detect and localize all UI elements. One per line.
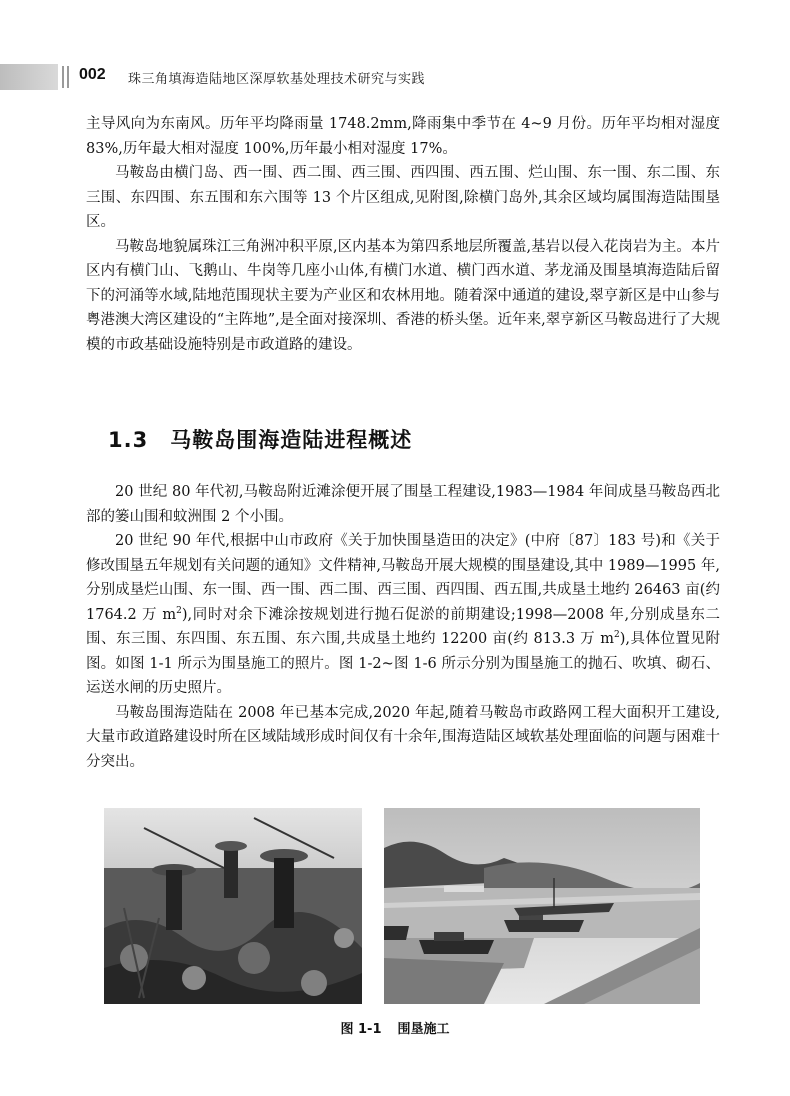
book-title: 珠三角填海造陆地区深厚软基处理技术研究与实践 xyxy=(128,71,426,86)
photo-boats-at-shore xyxy=(384,808,700,1004)
header-divider xyxy=(67,66,69,88)
section-heading xyxy=(108,424,412,454)
superscript: 2 xyxy=(614,630,620,641)
photo-workers-carrying-stones xyxy=(104,808,362,1004)
paragraph: 马鞍岛围海造陆在 2008 年已基本完成,2020 年起,随着马鞍岛市政路网工程大面积开工建设,大量市政道路建设时所在区域陆域形成时间仅有十余年,围海造陆区域软基处理面临的问题与困难十分突出。 xyxy=(86,704,720,770)
body-text-section xyxy=(86,480,720,774)
section-title: 马鞍岛围海造陆进程概述 xyxy=(170,428,413,452)
header-divider xyxy=(62,66,64,88)
running-header xyxy=(0,64,790,90)
paragraph: 主导风向为东南风。历年平均降雨量 1748.2mm,降雨集中季节在 4~9 月份。历年平均相对湿度 83%,历年最大相对湿度 100%,历年最小相对湿度 17%。 xyxy=(86,116,720,157)
paragraph: 20 世纪 80 年代初,马鞍岛附近滩涂便开展了围垦工程建设,1983—1984 年间成垦马鞍岛西北部的篓山围和蚊洲围 2 个小围。 xyxy=(86,484,720,525)
figure-caption-text: 围垦施工 xyxy=(397,1022,450,1037)
section-number: 1.3 xyxy=(108,428,149,452)
paragraph-segment: ),同时对余下滩涂按规划进行抛石促淤的前期建设;1998—2008 年,分别成垦东二围、东三围、东四围、东五围、东六围,共成垦土地约 12200 亩(约 813.3 万 m xyxy=(86,606,720,647)
paragraph-segment: 20 世纪 90 年代,根据中山市政府《关于加快围垦造田的决定》(中府〔87〕183 号)和《关于修改围垦五年规划有关问题的通知》文件精神,马鞍岛开展大规模的围垦建设,其中 1989—1995 年,分别成垦烂山围、东一围、西一围、西二围、西三围、西四围、西五围,共成垦土地约 26463 亩(约 1764.2 万 m xyxy=(86,533,720,623)
body-text-top xyxy=(86,112,720,357)
paragraph: 马鞍岛地貌属珠江三角洲冲积平原,区内基本为第四系地层所覆盖,基岩以侵入花岗岩为主。本片区内有横门山、飞鹅山、牛岗等几座小山体,有横门水道、横门西水道、茅龙涌及围垦填海造陆后留下的河涌等水域,陆地范围现状主要为产业区和农林用地。随着深中通道的建设,翠亨新区是中山参与粤港澳大湾区建设的“主阵地”,是全面对接深圳、香港的桥头堡。近年来,翠亨新区马鞍岛进行了大规模的市政基础设施特别是市政道路的建设。 xyxy=(86,238,720,353)
figure-label: 图 1-1 xyxy=(340,1022,382,1037)
paragraph: 马鞍岛由横门岛、西一围、西二围、西三围、西四围、西五围、烂山围、东一围、东二围、东三围、东四围、东五围和东六围等 13 个片区组成,见附图,除横门岛外,其余区域均属围海造陆围垦区。 xyxy=(86,165,720,230)
superscript: 2 xyxy=(176,605,182,616)
paragraph xyxy=(86,529,720,701)
paragraph-segment: ),具体位置见附图。如图 1-1 所示为围垦施工的照片。图 1-2~图 1-6 所示分别为围垦施工的抛石、吹填、砌石、运送水闸的历史照片。 xyxy=(86,631,721,696)
header-gray-band xyxy=(0,64,58,90)
page-number: 002 xyxy=(79,66,106,83)
figure-caption xyxy=(0,1018,790,1037)
